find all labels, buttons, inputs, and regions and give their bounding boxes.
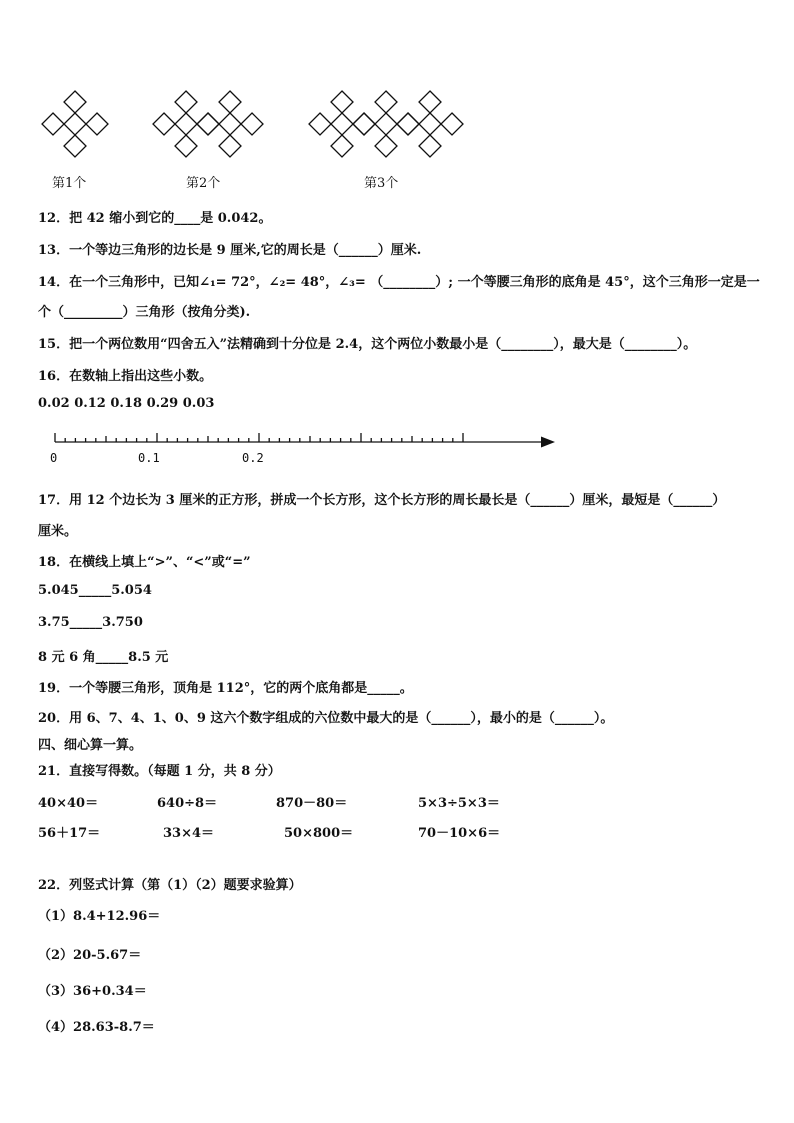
question-18-item-3: 8 元 6 角_____8.5 元 [38, 650, 169, 665]
question-22: 22．列竖式计算（第（1）（2）题要求验算） [38, 878, 302, 893]
calc-1-3: 870－80＝ [276, 796, 348, 811]
number-line-arrow-icon [541, 437, 555, 448]
section-4-heading: 四、细心算一算。 [38, 738, 143, 753]
question-12: 12．把 42 缩小到它的____是 0.042。 [38, 211, 272, 226]
calc-2-3: 50×800＝ [284, 826, 354, 841]
calc-1-2: 640÷8＝ [157, 796, 218, 811]
calc-2-2: 33×4＝ [163, 826, 215, 841]
question-21: 21．直接写得数。（每题 1 分，共 8 分） [38, 764, 281, 779]
number-line-label-0: 0 [50, 451, 58, 465]
question-18: 18．在横线上填上“>”、“<”或“=” [38, 555, 251, 570]
question-16: 16．在数轴上指出这些小数。 [38, 369, 213, 384]
calc-2-1: 56＋17＝ [38, 826, 101, 841]
figure-caption-1: 第1个 [52, 176, 87, 191]
question-22-item-4: （4）28.63-8.7＝ [38, 1020, 155, 1035]
calc-1-1: 40×40＝ [38, 796, 99, 811]
question-14-line2: 个（_________）三角形（按角分类). [38, 305, 251, 320]
question-18-item-2: 3.75_____3.750 [38, 615, 143, 630]
question-22-item-1: （1）8.4+12.96＝ [38, 909, 161, 924]
calc-2-4: 70－10×6＝ [418, 826, 501, 841]
question-20: 20．用 6、7、4、1、0、9 这六个数字组成的六位数中最大的是（______），最小的是（______）。 [38, 711, 614, 726]
question-19: 19．一个等腰三角形，顶角是 112°，它的两个底角都是_____。 [38, 681, 413, 696]
calc-1-4: 5×3÷5×3＝ [418, 796, 500, 811]
question-13: 13．一个等边三角形的边长是 9 厘米,它的周长是（______）厘米. [38, 243, 422, 258]
figure-caption-3: 第3个 [364, 176, 399, 191]
question-18-item-1: 5.045_____5.054 [38, 583, 152, 598]
number-line-label-0-2: 0.2 [242, 451, 264, 465]
question-14-line1: 14．在一个三角形中，已知∠₁= 72°，∠₂= 48°，∠₃= （________）; 一个等腰三角形的底角是 45°，这个三角形一定是一 [38, 275, 760, 290]
question-22-item-3: （3）36+0.34＝ [38, 984, 147, 999]
number-line [0, 0, 794, 480]
question-17-line2: 厘米。 [38, 524, 78, 539]
figure-caption-2: 第2个 [186, 176, 221, 191]
question-16-values: 0.02 0.12 0.18 0.29 0.03 [38, 396, 215, 411]
number-line-label-0-1: 0.1 [138, 451, 160, 465]
question-15: 15．把一个两位数用“四舍五入”法精确到十分位是 2.4，这个两位小数最小是（________），最大是（________）。 [38, 337, 697, 352]
question-22-item-2: （2）20-5.67＝ [38, 948, 142, 963]
question-17-line1: 17．用 12 个边长为 3 厘米的正方形，拼成一个长方形，这个长方形的周长最长是（______）厘米，最短是（______） [38, 493, 726, 508]
